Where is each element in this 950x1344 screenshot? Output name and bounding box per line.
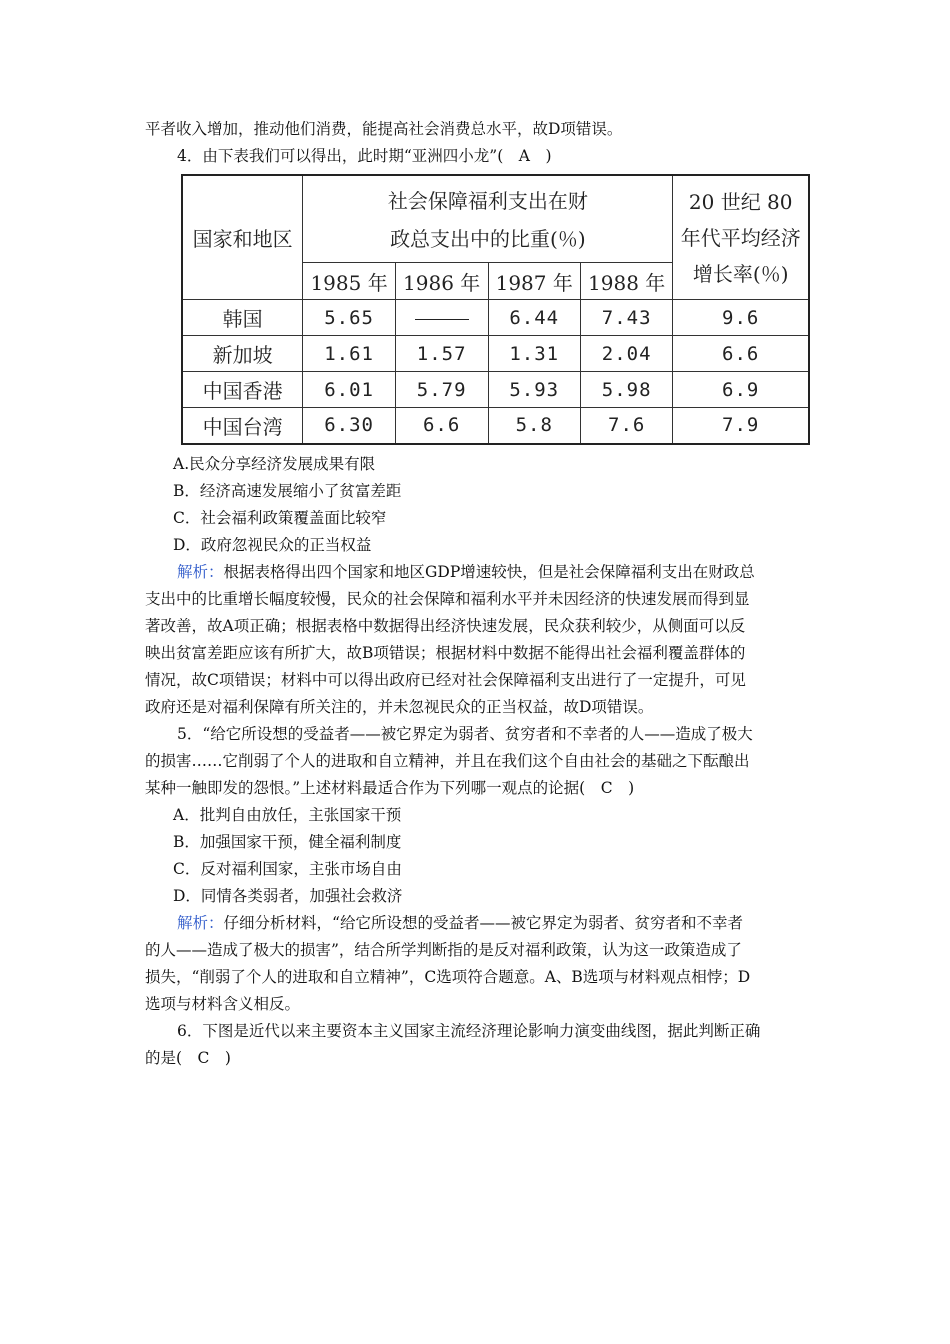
table-cell: 6.01 <box>303 372 395 408</box>
table-cell: 6.6 <box>673 336 809 372</box>
table-cell: 9.6 <box>673 300 809 336</box>
q5-analysis-line: 选项与材料含义相反。 <box>145 994 301 1013</box>
table-cell-region: 中国香港 <box>182 372 303 408</box>
table-header-welfare: 社会保障福利支出在财 政总支出中的比重(％) <box>303 175 673 263</box>
q4-analysis-line: 解析：根据表格得出四个国家和地区GDP增速较快，但是社会保障福利支出在财政总 <box>177 562 755 581</box>
table-cell: 5.8 <box>488 408 580 444</box>
table-cell: 5.65 <box>303 300 395 336</box>
table-header-year: 1987 年 <box>488 263 580 300</box>
q4-option-c: C．社会福利政策覆盖面比较窄 <box>173 508 387 527</box>
q4-analysis-line: 政府还是对福利保障有所关注的，并未忽视民众的正当权益，故D项错误。 <box>145 697 654 716</box>
document-page <box>145 116 810 1072</box>
analysis-label: 解析： <box>177 562 224 581</box>
q5-option-d: D．同情各类弱者，加强社会救济 <box>173 886 403 905</box>
table-row <box>182 408 809 444</box>
table-cell: 1.61 <box>303 336 395 372</box>
table-cell: 6.6 <box>395 408 488 444</box>
table-cell-region: 中国台湾 <box>182 408 303 444</box>
q5-option-b: B．加强国家干预，健全福利制度 <box>173 832 402 851</box>
q6-stem-line: 的是( C ) <box>145 1048 231 1067</box>
table-cell: 7.9 <box>673 408 809 444</box>
q5-option-c: C．反对福利国家，主张市场自由 <box>173 859 402 878</box>
table-header-year: 1986 年 <box>395 263 488 300</box>
dash-mark <box>415 319 469 320</box>
q5-stem-line: 的损害……它削弱了个人的进取和自立精神，并且在我们这个自由社会的基础之下酝酿出 <box>145 751 750 770</box>
q4-stem: 4．由下表我们可以得出，此时期“亚洲四小龙”( A ) <box>177 147 552 165</box>
table-cell: 7.6 <box>580 408 672 444</box>
q4-analysis-line: 情况，故C项错误；材料中可以得出政府已经对社会保障福利支出进行了一定提升，可见 <box>145 670 746 689</box>
q4-option-d: D．政府忽视民众的正当权益 <box>173 535 372 554</box>
q5-analysis-line: 损失，“削弱了个人的进取和自立精神”，C选项符合题意。A、B选项与材料观点相悖；D <box>145 967 751 986</box>
analysis-label: 解析： <box>177 913 224 932</box>
table-cell: 1.31 <box>488 336 580 372</box>
table-row <box>182 372 809 408</box>
table-cell: 2.04 <box>580 336 672 372</box>
table-cell: 6.9 <box>673 372 809 408</box>
table-cell: 5.98 <box>580 372 672 408</box>
table-cell-region: 新加坡 <box>182 336 303 372</box>
q4-option-a: A.民众分享经济发展成果有限 <box>173 454 376 473</box>
q5-analysis-line: 的人——造成了极大的损害”，结合所学判断指的是反对福利政策，认为这一政策造成了 <box>145 940 742 959</box>
table-header-year: 1985 年 <box>303 263 395 300</box>
intro-line: 平者收入增加，推动他们消费，能提高社会消费总水平，故D项错误。 <box>145 120 623 138</box>
q5-stem-line: 某种一触即发的怨恨。”上述材料最适合作为下列哪一观点的论据( C ) <box>145 778 635 797</box>
table-row <box>182 300 809 336</box>
table-header-region: 国家和地区 <box>182 175 303 300</box>
table-header-growth: 20 世纪 80 年代平均经济 增长率(％) <box>673 175 809 300</box>
q4-analysis-line: 映出贫富差距应该有所扩大，故B项错误；根据材料中数据不能得出社会福利覆盖群体的 <box>145 643 746 662</box>
welfare-table <box>181 174 810 445</box>
table-cell: 6.30 <box>303 408 395 444</box>
q5-stem-line: 5．“给它所设想的受益者——被它界定为弱者、贫穷者和不幸者的人——造成了极大 <box>177 724 753 743</box>
q5-analysis-line: 解析：仔细分析材料，“给它所设想的受益者——被它界定为弱者、贫穷者和不幸者 <box>177 913 743 932</box>
q4-option-b: B．经济高速发展缩小了贫富差距 <box>173 481 402 500</box>
table-header-year: 1988 年 <box>580 263 672 300</box>
q4-analysis-line: 支出中的比重增长幅度较慢，民众的社会保障和福利水平并未因经济的快速发展而得到显 <box>145 589 750 608</box>
table-cell: 5.79 <box>395 372 488 408</box>
q6-stem-line: 6．下图是近代以来主要资本主义国家主流经济理论影响力演变曲线图，据此判断正确 <box>177 1021 761 1040</box>
q4-analysis-line: 著改善，故A项正确；根据表格中数据得出经济快速发展，民众获利较少，从侧面可以反 <box>145 616 746 635</box>
table-cell: 1.57 <box>395 336 488 372</box>
table-row <box>182 336 809 372</box>
table-cell: 5.93 <box>488 372 580 408</box>
table-cell-region: 韩国 <box>182 300 303 336</box>
table-cell-missing <box>395 300 488 336</box>
table-cell: 7.43 <box>580 300 672 336</box>
q5-option-a: A．批判自由放任，主张国家干预 <box>173 805 402 824</box>
table-cell: 6.44 <box>488 300 580 336</box>
